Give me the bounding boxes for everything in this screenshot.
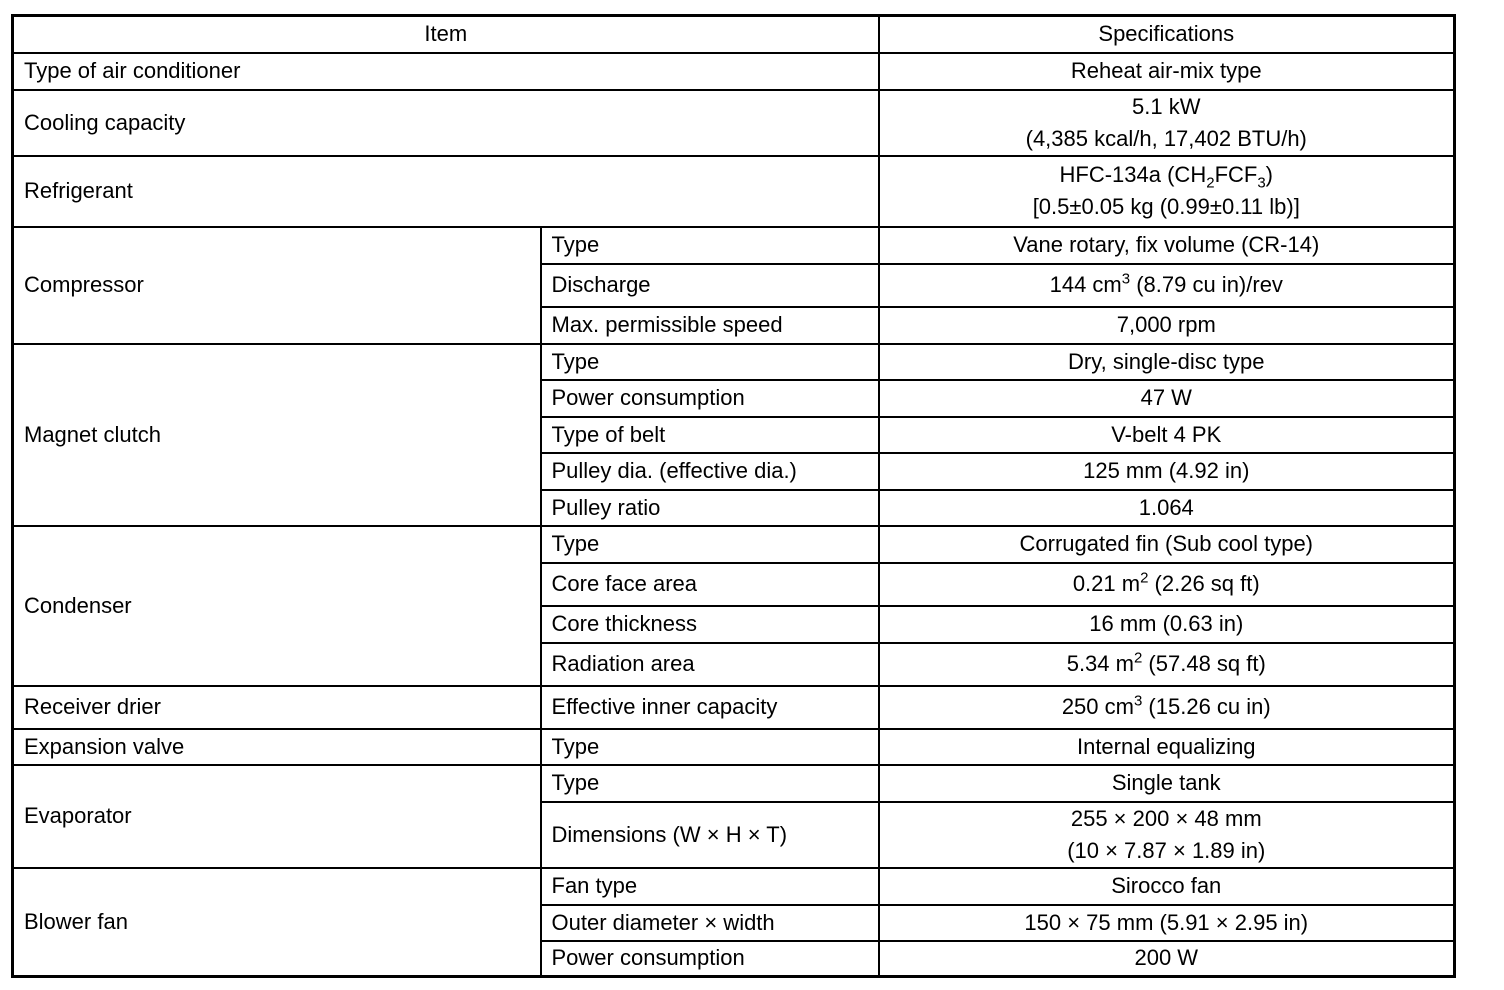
spec-fan-type: Sirocco fan (879, 868, 1455, 905)
radiation-text-b: (57.48 sq ft) (1142, 651, 1266, 676)
sub-item-condenser-type: Type (541, 526, 879, 563)
item-evaporator: Evaporator (13, 765, 541, 868)
sub-item-core-face-area: Core face area (541, 563, 879, 606)
discharge-text-a: 144 cm (1049, 272, 1122, 297)
face-text-a: 0.21 m (1072, 571, 1141, 596)
item-expansion-valve: Expansion valve (13, 729, 541, 765)
dims-line-1: 255 × 200 × 48 mm (1070, 805, 1262, 831)
table-row (13, 156, 1455, 227)
spec-outer-diameter: 150 × 75 mm (5.91 × 2.95 in) (879, 905, 1455, 941)
spec-pulley-ratio: 1.064 (879, 490, 1455, 526)
item-refrigerant: Refrigerant (13, 156, 879, 227)
sub-item-compressor-type: Type (541, 227, 879, 264)
sub-item-pulley-dia: Pulley dia. (effective dia.) (541, 453, 879, 490)
spec-refrigerant (879, 156, 1455, 227)
table-row (13, 729, 1455, 765)
table-row (13, 53, 1455, 90)
header-specifications: Specifications (879, 16, 1455, 53)
header-item: Item (13, 16, 879, 53)
face-text-b: (2.26 sq ft) (1148, 571, 1260, 596)
spec-compressor-speed: 7,000 rpm (879, 307, 1455, 344)
sub-item-fan-type: Fan type (541, 868, 879, 905)
sub-item-core-thickness: Core thickness (541, 606, 879, 643)
spec-clutch-belt: V-belt 4 PK (879, 417, 1455, 453)
sub-item-pulley-ratio: Pulley ratio (541, 490, 879, 526)
radiation-text-a: 5.34 m (1066, 651, 1134, 676)
table-row (13, 227, 1455, 264)
discharge-text-b: (8.79 cu in)/rev (1130, 272, 1283, 297)
refrigerant-sub-2: 3 (1257, 174, 1266, 192)
sub-item-evaporator-type: Type (541, 765, 879, 802)
item-type-of-air-conditioner: Type of air conditioner (13, 53, 879, 90)
refrigerant-line-2: [0.5±0.05 kg (0.99±0.11 lb)] (1032, 194, 1300, 219)
spec-clutch-type: Dry, single-disc type (879, 344, 1455, 380)
spec-inner-capacity (879, 686, 1455, 729)
refrigerant-line-1 (890, 159, 1444, 191)
capacity-text-a: 250 cm (1061, 694, 1134, 719)
spec-core-face-area (879, 563, 1455, 606)
spec-pulley-dia: 125 mm (4.92 in) (879, 453, 1455, 490)
header-row (13, 16, 1455, 53)
sub-item-fan-power: Power consumption (541, 941, 879, 977)
table-row (13, 526, 1455, 563)
spec-fan-power: 200 W (879, 941, 1455, 977)
spec-type-of-air-conditioner: Reheat air-mix type (879, 53, 1455, 90)
radiation-sup: 2 (1133, 649, 1143, 667)
spec-evaporator-dimensions (879, 802, 1455, 868)
item-condenser: Condenser (13, 526, 541, 686)
dims-line-2: (10 × 7.87 × 1.89 in) (1067, 837, 1266, 863)
sub-item-inner-capacity: Effective inner capacity (541, 686, 879, 729)
specifications-table (11, 14, 1456, 978)
item-cooling-capacity: Cooling capacity (13, 90, 879, 156)
spec-clutch-power: 47 W (879, 380, 1455, 417)
refrigerant-text-c: ) (1265, 162, 1273, 187)
face-sup: 2 (1140, 569, 1149, 587)
sub-item-evaporator-dimensions: Dimensions (W × H × T) (541, 802, 879, 868)
spec-compressor-discharge (879, 264, 1455, 307)
sub-item-valve-type: Type (541, 729, 879, 765)
table-row (13, 868, 1455, 905)
refrigerant-text-b: FCF (1214, 162, 1258, 187)
capacity-text-b: (15.26 cu in) (1142, 694, 1271, 719)
table-row (13, 344, 1455, 380)
discharge-sup: 3 (1121, 270, 1131, 288)
refrigerant-text-a: HFC-134a (CH (1059, 162, 1207, 187)
sub-item-clutch-belt: Type of belt (541, 417, 879, 453)
spec-cooling-capacity (879, 90, 1455, 156)
item-compressor: Compressor (13, 227, 541, 344)
sub-item-compressor-speed: Max. permissible speed (541, 307, 879, 344)
spec-condenser-type: Corrugated fin (Sub cool type) (879, 526, 1455, 563)
sub-item-outer-diameter: Outer diameter × width (541, 905, 879, 941)
spec-evaporator-type: Single tank (879, 765, 1455, 802)
spec-core-thickness: 16 mm (0.63 in) (879, 606, 1455, 643)
item-blower-fan: Blower fan (13, 868, 541, 977)
table-row (13, 686, 1455, 729)
item-receiver-drier: Receiver drier (13, 686, 541, 729)
cooling-line-2: (4,385 kcal/h, 17,402 BTU/h) (1025, 125, 1307, 151)
spec-valve-type: Internal equalizing (879, 729, 1455, 765)
spec-radiation-area (879, 643, 1455, 686)
refrigerant-sub-1: 2 (1206, 174, 1215, 192)
table-row (13, 765, 1455, 802)
sub-item-radiation-area: Radiation area (541, 643, 879, 686)
table-row (13, 90, 1455, 156)
sub-item-clutch-type: Type (541, 344, 879, 380)
sub-item-clutch-power: Power consumption (541, 380, 879, 417)
cooling-line-1: 5.1 kW (1132, 93, 1201, 119)
item-magnet-clutch: Magnet clutch (13, 344, 541, 526)
spec-compressor-type: Vane rotary, fix volume (CR-14) (879, 227, 1455, 264)
capacity-sup: 3 (1133, 692, 1143, 710)
sub-item-compressor-discharge: Discharge (541, 264, 879, 307)
